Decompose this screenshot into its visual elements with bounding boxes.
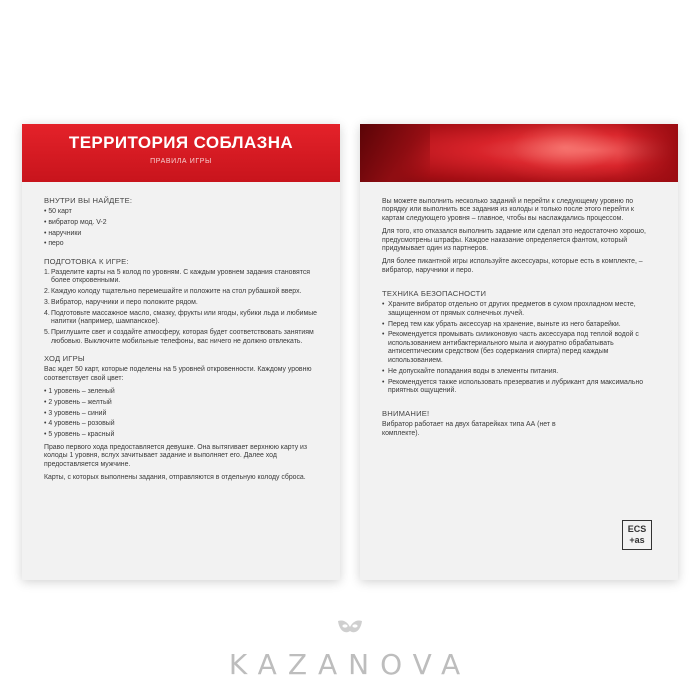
list-item: • 5 уровень – красный (44, 431, 115, 439)
list-item: • 3 уровень – синий (44, 409, 107, 417)
attention-section (382, 409, 664, 438)
game-rules-title: ХОД ИГРЫ (44, 354, 85, 364)
list-item: 3.Вибратор, наручники и перо положите рядом. (44, 299, 198, 307)
list-item: • 2 уровень – желтый (44, 398, 112, 406)
list-item: • вибратор мод. V-2 (44, 218, 107, 226)
list-item: 4.Подготовьте массажное масло, смазку, фрукты или ягоды, кубики льда и любимые напитки (например, шампанское). (44, 310, 318, 326)
rules-paragraph: Для того, кто отказался выполнить задание или сделал это недостаточно хорошо, предусмотрены штрафы. Каждое наказание определяется фантом, который придумывает один из партнеров. (382, 228, 646, 253)
rules-paragraph: Вы можете выполнить несколько заданий и перейти к следующему уровню по порядку или выполнить все задания из колоды и только после этого перейти к картам следующего уровня – главное, чтобы вы наслаждались процессом. (382, 198, 634, 222)
list-item: • Не допускайте попадания воды в элементы питания. (382, 367, 559, 375)
right-card-photo (360, 124, 678, 182)
inside-section (44, 196, 326, 249)
left-card-header (22, 124, 340, 182)
list-item: • Рекомендуется также использовать презерватив и лубрикант для максимально приятных ощущений. (382, 378, 644, 394)
rules-card-right (360, 124, 678, 580)
mask-logo-icon (336, 617, 364, 639)
brand-logo: KAZANOVA (228, 648, 472, 681)
inside-title: ВНУТРИ ВЫ НАЙДЕТЕ: (44, 196, 133, 205)
game-paragraph: Карты, с которых выполнены задания, отправляются в отдельную колоду сброса. (44, 473, 306, 481)
attention-text: Вибратор работает на двух батарейках типа АА (нет в комплекте). (382, 421, 556, 437)
prep-section (44, 257, 326, 346)
safety-section (382, 289, 664, 395)
prep-title: ПОДГОТОВКА К ИГРЕ: (44, 256, 129, 266)
list-item: 1.Разделите карты на 5 колод по уровням. С каждым уровнем задания становятся более откровенными. (44, 268, 311, 285)
ecstas-logo-icon: ЕCS +as (622, 520, 652, 550)
game-section (44, 354, 326, 482)
list-item: • 50 карт (44, 208, 72, 215)
list-item: • перо (44, 240, 64, 248)
game-title: ТЕРРИТОРИЯ СОБЛАЗНА (68, 133, 294, 152)
list-item: 2.Каждую колоду тщательно перемешайте и положите на стол рубашкой вверх. (44, 288, 302, 296)
list-item: • Рекомендуется промывать силиконовую часть аксессуара под теплой водой с использованием антибактериального мыла и аккуратно обрабатывать антисептическим средством (без содержания спирта) перед каждым использованием. (382, 331, 639, 364)
game-subtitle: ПРАВИЛА ИГРЫ (150, 158, 212, 165)
list-item: 5.Приглушите свет и создайте атмосферу, которая будет соответствовать занятиям любовью. Выключите мобильные телефоны, вас ничего не должно отвлекать. (44, 329, 314, 345)
rules-card-left (22, 124, 340, 580)
game-intro: Вас ждет 50 карт, которые поделены на 5 уровней откровенности. Каждому уровню соответствует свой цвет: (44, 366, 312, 382)
list-item: • 1 уровень – зеленый (44, 388, 115, 395)
list-item: • 4 уровень – розовый (44, 420, 115, 428)
list-item: • Перед тем как убрать аксессуар на хранение, выньте из него батарейки. (382, 320, 621, 328)
rules-paragraph: Для более пикантной игры используйте аксессуары, которые есть в комплекте, – вибратор, наручники и перо. (382, 258, 643, 274)
game-paragraph: Право первого хода предоставляется девушке. Она вытягивает верхнюю карту из колоды 1 уровня, вслух зачитывает задание и выполняет его. Далее ход предоставляется мужчине. (44, 443, 308, 468)
list-item: • наручники (44, 229, 82, 237)
attention-title: ВНИМАНИЕ! (382, 409, 430, 419)
safety-title: ТЕХНИКА БЕЗОПАСНОСТИ (382, 289, 487, 299)
list-item: • Храните вибратор отдельно от других предметов в сухом прохладном месте, защищенном от прямых солнечных лучей. (382, 301, 636, 317)
